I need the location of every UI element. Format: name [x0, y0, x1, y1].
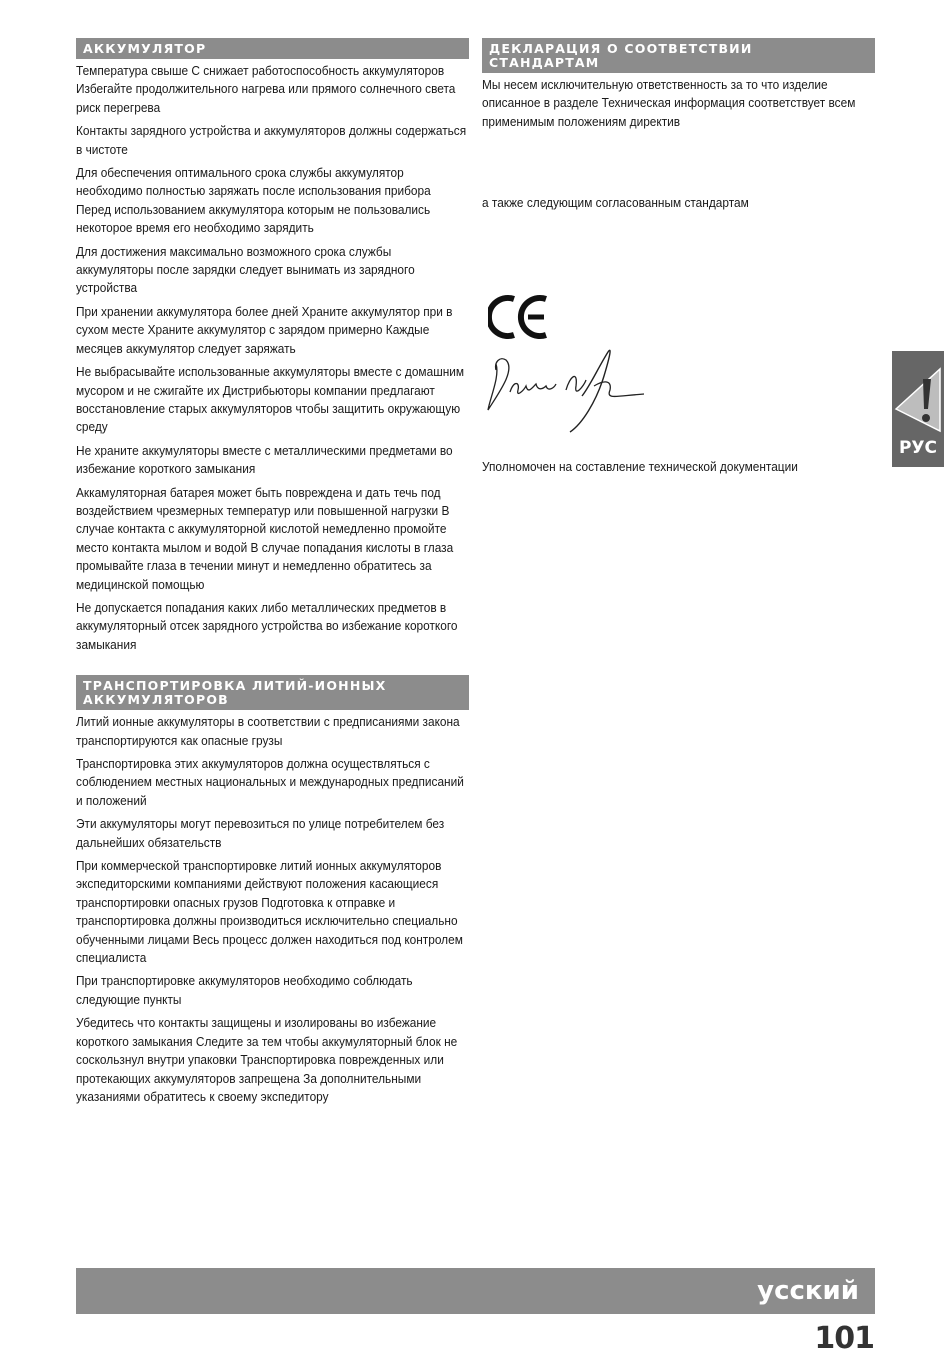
- right-column: [482, 38, 875, 218]
- ce-mark-icon: [488, 292, 552, 342]
- footer-language: усский: [757, 1276, 859, 1306]
- transport-heading-line1: ТРАНСПОРТИРОВКА ЛИТИЙ-ИОННЫХ: [83, 678, 387, 694]
- signature-icon: [486, 346, 648, 436]
- transport-paragraph: Убедитесь что контакты защищены и изолированы во избежание короткого замыкания Следите за тем чтобы аккумуляторный блок не соскользнул внутри упаковки Транспортировка поврежденных или протекающих аккумуляторов запрещена За дополнительными указаниями обратитесь к своему экспедитору: [76, 1015, 458, 1104]
- battery-paragraph: Не храните аккумуляторы вместе с металлическими предметами во избежание короткого замыкания: [76, 442, 453, 477]
- battery-paragraph: Температура свыше С снижает работоспособность аккумуляторов Избегайте продолжительного нагрева или прямого солнечного света риск перегрева: [76, 63, 456, 115]
- transport-paragraph: При транспортировке аккумуляторов необходимо соблюдать следующие пункты: [76, 973, 413, 1007]
- battery-paragraph: При хранении аккумулятора более дней Храните аккумулятор при в сухом месте Храните аккумулятор с зарядом примерно Каждые месяцев аккумулятор следует заряжать: [76, 303, 453, 356]
- footer-bar: [76, 1268, 875, 1314]
- language-side-tab: [892, 351, 944, 467]
- battery-paragraph: Не выбрасывайте использованные аккумуляторы вместе с домашним мусором и не сжигайте их Дистрибьюторы компании предлагают восстановление старых аккумуляторов чтобы защитить окружающую среду: [76, 364, 465, 435]
- battery-paragraph: Контакты зарядного устройства и аккумуляторов должны содержаться в чистоте: [76, 123, 467, 157]
- declaration-section-heading: ДЕКЛАРАЦИЯ О СООТВЕТСТВИИ СТАНДАРТАМ: [482, 38, 875, 73]
- transport-paragraph: Литий ионные аккумуляторы в соответствии с предписаниями закона транспортируются как опасные грузы: [76, 714, 460, 748]
- battery-section-heading: АККУМУЛЯТОР: [76, 38, 469, 59]
- transport-heading-line2: АККУМУЛЯТОРОВ: [83, 692, 229, 708]
- left-column: [76, 38, 469, 1111]
- transport-paragraph: Эти аккумуляторы могут перевозиться по улице потребителем без дальнейших обязательств: [76, 816, 445, 850]
- warning-triangle-icon: [892, 351, 944, 435]
- standards-paragraph: а также следующим согласованным стандартам: [482, 195, 749, 211]
- page-number: 101: [814, 1321, 874, 1356]
- declaration-paragraph: Мы несем исключительную ответственность за то что изделие описанное в разделе Техническая информация соответствует всем применимым положениям директив: [482, 77, 856, 129]
- battery-paragraph: Не допускается попадания каких либо металлических предметов в аккумуляторный отсек зарядного устройства во избежание короткого замыкания: [76, 599, 458, 652]
- battery-paragraph: Для достижения максимально возможного срока службы аккумуляторы после зарядки следует вынимать из зарядного устройства: [76, 243, 415, 296]
- battery-paragraph: Для обеспечения оптимального срока службы аккумулятор необходимо полностью заряжать после использования прибора Перед использованием аккумулятора которым не пользовались некоторое время его необходимо зарядить: [76, 165, 431, 236]
- language-label: РУС: [898, 438, 938, 458]
- battery-paragraph: Аккамуляторная батарея может быть повреждена и дать течь под воздействием чрезмерных температур или повышенной нагрузки В случае контакта с аккумуляторной кислотой немедленно промойте место контакта мылом и водой В случае попадания кислоты в глаза промывайте глаза в течении минут и немедленно обратитесь за медицинской помощью: [76, 484, 454, 592]
- transport-section-heading: [76, 675, 469, 710]
- transport-paragraph: При коммерческой транспортировке литий ионных аккумуляторов экспедиторскими компаниями действуют положения касающиеся транспортировки опасных грузов Подготовка к отправке и транспортировка должны производиться исключительно специально обученными лицами Весь процесс должен находиться под контролем специалиста: [76, 858, 463, 966]
- authorized-text: Уполномочен на составление технической документации: [482, 459, 798, 474]
- transport-paragraph: Транспортировка этих аккумуляторов должна осуществляться с соблюдением местных национальных и международных предписаний и положений: [76, 756, 464, 808]
